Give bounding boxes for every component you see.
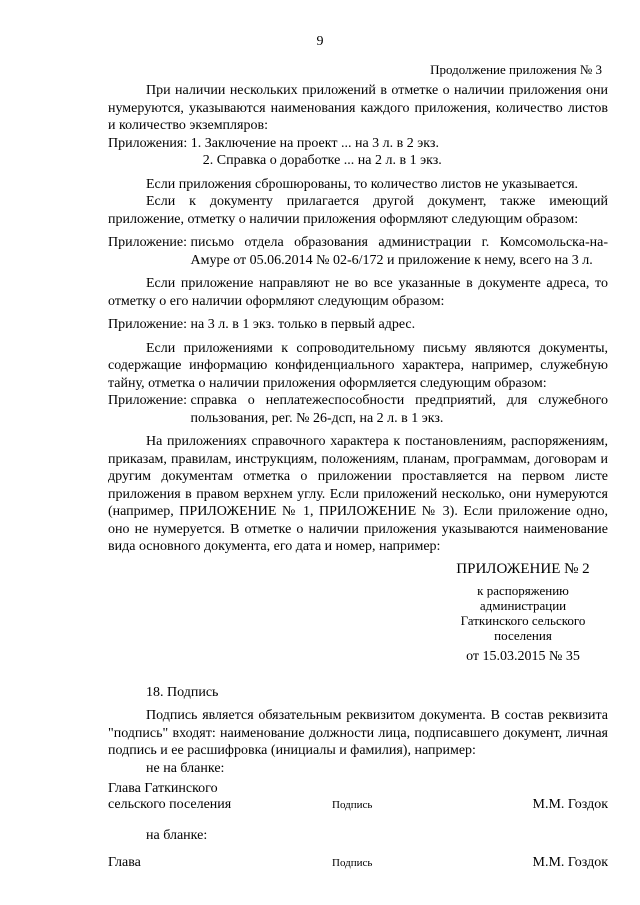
page-number: 9 — [316, 34, 324, 49]
stamp-line-1: к распоряжению — [477, 582, 569, 598]
stamp-line-2: администрации — [479, 597, 567, 613]
signature-block-form — [108, 855, 608, 871]
document-body — [108, 82, 608, 871]
example-attached-document — [108, 234, 608, 269]
example-label: Приложения: — [108, 135, 191, 151]
label-on-form: на бланке: — [146, 828, 208, 843]
stamp-date: от 15.03.2015 № 35 — [466, 648, 580, 664]
stamp-title: ПРИЛОЖЕНИЕ № 2 — [456, 560, 590, 577]
signature-placeholder: Подпись — [332, 799, 373, 811]
example-line-2: 2. Справка о доработке ... на 2 л. в 1 экз. — [202, 153, 442, 168]
paragraph-bound: Если приложения сброшюрованы, то количество листов не указывается. — [146, 176, 579, 192]
attachment-stamp — [438, 562, 608, 664]
signer-position-line-1: Глава Гаткинского — [108, 781, 218, 796]
example-label: Приложение: — [108, 393, 191, 408]
paragraph-reference-attachments: На приложениях справочного характера к постановлениям, распоряжениям, приказам, правилам, инструкциям, положениям, планам, программам, договорам и другим документам отметка о приложении проставляется на первом листе приложения в правом верхнем углу. Если приложений несколько, они нумеруются (например, ПРИЛОЖЕНИЕ № 1, ПРИЛОЖЕНИЕ № 3). Если приложение одно, оно не нумеруется. В отметке о наличии приложения указываются наименование вида основного документа, его дата и номер, например: — [108, 434, 608, 554]
signer-position: Глава — [108, 854, 141, 870]
paragraph-confidential: Если приложениями к сопроводительному письму являются документы, содержащие информацию конфиденциального характера, например, служебную тайну, отметка о наличии приложения оформляется следующим образом: — [108, 340, 608, 391]
signer-name: М.М. Гоздок — [532, 797, 608, 812]
example-text: справка о неплатежеспособности предприятий, для служебного пользования, рег. № 26-дсп, на 2 л. в 1 экз. — [190, 393, 608, 426]
example-partial-addresses: Приложение: на 3 л. в 1 экз. только в первый адрес. — [108, 317, 416, 332]
example-label: Приложение: — [108, 235, 191, 250]
paragraph-attached-document: Если к документу прилагается другой документ, также имеющий приложение, отметку о наличии приложения оформляют следующим образом: — [108, 194, 608, 227]
example-line-1: 1. Заключение на проект ... на 3 л. в 2 экз. — [190, 135, 439, 151]
paragraph-partial-addresses: Если приложение направляют не во все указанные в документе адреса, то отметку о его наличии оформляют следующим образом: — [108, 276, 608, 309]
section-heading: 18. Подпись — [146, 684, 219, 700]
example-multiple-attachments — [108, 135, 608, 170]
signature-placeholder: Подпись — [332, 856, 373, 869]
signer-name: М.М. Гоздок — [532, 854, 608, 870]
label-not-on-form: не на бланке: — [146, 760, 225, 776]
signer-position-line-2: сельского поселения — [108, 797, 232, 812]
example-confidential — [108, 392, 608, 427]
paragraph-signature: Подпись является обязательным реквизитом документа. В состав реквизита "подпись" входят: наименование должности лица, подписавшего документ, личная подпись и ее расшифровка (инициалы и фамилия), например: — [108, 708, 608, 758]
stamp-line-4: поселения — [494, 627, 552, 643]
example-text: письмо отдела образования администрации г. Комсомольска-на-Амуре от 05.06.2014 № 02-6/172 и приложение к нему, всего на 3 л. — [190, 235, 608, 268]
stamp-line-3: Гаткинского сельского — [460, 612, 586, 628]
signature-block-plain — [108, 781, 608, 813]
paragraph-multiple-attachments: При наличии нескольких приложений в отметке о наличии приложения они нумеруются, указываются наименования каждого приложения, количество листов и количество экземпляров: — [108, 83, 608, 133]
continuation-note: Продолжение приложения № 3 — [430, 62, 602, 77]
